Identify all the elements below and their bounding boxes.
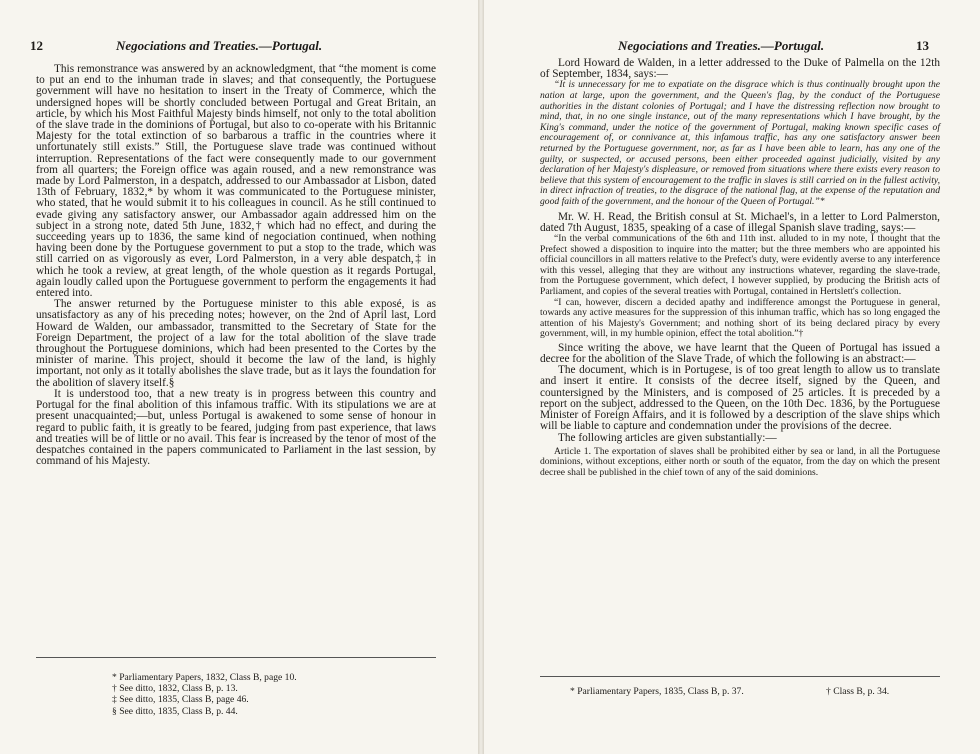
footnote: § See ditto, 1835, Class B, p. 44. xyxy=(112,705,238,717)
footnote-divider xyxy=(36,657,436,658)
footnotes xyxy=(112,672,297,717)
left-page xyxy=(0,0,478,754)
paragraph: The answer returned by the Portuguese minister to this able exposé, is as unsatisfactory as any of his preceding notes; however, on the 2nd of April last, Lord Howard de Walden, our ambassador, transmitted to the Secretary of State for the Foreign Department, the project of a law for the total abolition of the slave trade throughout the Portuguese dominions, which had been presented to the Cortes by the minister of marine. This project, should it become the law of the land, is highly important, not only as it totally abolishes the slave trade, but as it lays the foundation for the abolition of slavery itself.§ xyxy=(36,298,436,389)
right-page-header xyxy=(484,38,980,58)
footnote: † See ditto, 1832, Class B, p. 13. xyxy=(112,683,238,695)
running-head: Negociations and Treaties.—Portugal. xyxy=(116,38,323,53)
page-number: 13 xyxy=(916,38,929,53)
paragraph: The following articles are given substantially:— xyxy=(558,431,777,444)
paragraph: The document, which is in Portugese, is of too great length to allow us to translate and insert it entire. It consists of the decree itself, signed by the Queen, and countersigned by the Ministers, and is composed of 25 articles. It is preceded by a report on the subject, addressed to the Queen, on the 10th Dec. 1836, by the Portuguese Minister of Foreign Affairs, and it is followed by a description of the slave ships which will be liable to capture and condemnation under the provisions of the decree. xyxy=(540,364,940,433)
footnote: † Class B, p. 34. xyxy=(826,686,890,697)
footnote-divider xyxy=(540,676,940,677)
footnote: ‡ See ditto, 1835, Class B, page 46. xyxy=(112,694,249,706)
paragraph: It is understood too, that a new treaty is in progress between this country and Portugal for the final abolition of this infamous traffic. With its stipulations we are at present unacquainted;—but, unless Portugal is awakened to some sense of honour in regard to public faith, it is greatly to be feared, judging from past experience, that laws and treaties will be of little or no avail. This fear is increased by the tenor of most of the despatches contained in the papers communicated to Parliament in the last session, by command of his Majesty. xyxy=(36,387,436,468)
footnote: * Parliamentary Papers, 1835, Class B, p. 37. xyxy=(570,686,744,697)
right-page-body xyxy=(540,58,940,478)
page-number: 12 xyxy=(30,38,43,53)
paragraph: Since writing the above, we have learnt that the Queen of Portugal has issued a decree for the abolition of the Slave Trade, of which the following is an abstract:— xyxy=(540,341,940,366)
running-head: Negociations and Treaties.—Portugal. xyxy=(618,38,825,53)
quotation: “In the verbal communications of the 6th and 11th inst. alluded to in my note, I thought that the Prefect showed a disposition to inquire into the matter; but the three members who are appointed his official councillors in all matters relative to the Prefect's duty, were evidently averse to any interference with this vessel, alleging that they are without any instructions whatever, regarding the slave-trade, from the Portuguese government, which defect, I however supplied, by producing the British acts of Parliament, and copies of the several treaties with Portugal, contained in Hertslett's collection. xyxy=(540,232,940,297)
left-page-header xyxy=(0,38,478,58)
article-text: Article 1. The exportation of slaves shall be prohibited either by sea or land, in all the Portuguese dominions, without exceptions, either north or south of the equator, from the day on which the present decree shall be published in the chief town of any of the said dominions. xyxy=(540,445,940,478)
left-page-body xyxy=(36,64,436,467)
paragraph: This remonstrance was answered by an acknowledgment, that “the moment is come to put an end to the inhuman trade in slaves; and that consequently, the Portuguese government will have no hesitation to insert in the Treaty of Commerce, which the undersigned hopes will be shortly concluded between Portugal and Great Britain, an article, by which his Most Faithful Majesty binds himself, not only to the total abolition of the slave trade in the dominions of Portugal, but also to co-operate with his Britannic Majesty for the total extinction of so barbarous a traffic in the countries where it unfortunately still exists.” Still, the Portuguese slave trade was continued without interruption. Representations of the fact were consequently made to our government from all quarters; the Foreign office was again roused, and a new remonstrance was made by Lord Palmerston, in a despatch, addressed to our Ambassador at Lisbon, dated 13th of February, 1832,* by whom it was communicated to the Portuguese minister, who stated, that he would submit it to his colleagues in council. As he still continued to evade giving any satisfactory answer, our Ambassador again addressed him on the subject in a strong note, dated 5th June, 1832,† which had no effect, and during the succeeding years up to 1836, the same kind of negociation continued, when nothing having been done by the Portuguese government to put a stop to the trade, which was still carried on as vigorously as ever, Lord Palmerston, in a very able despatch,‡ in which he took a review, at great length, of the whole question as it regards Portugal, again loudly called upon the Portuguese government to perform the engagements it had entered into. xyxy=(36,63,436,300)
quotation: “I can, however, discern a decided apathy and indifference amongst the Portuguese in general, towards any active measures for the suppression of this inhuman traffic, which has so long engaged the attention of his Majesty's Government; and nothing short of its being declared piracy by every government, will, in my humble opinion, effect the total abolition.”† xyxy=(540,296,940,340)
paragraph: Mr. W. H. Read, the British consul at St. Michael's, in a letter to Lord Palmerston, dated 7th August, 1835, speaking of a case of illegal Spanish slave trading, says:— xyxy=(540,210,940,234)
right-page xyxy=(484,0,980,754)
paragraph: Lord Howard de Walden, in a letter addressed to the Duke of Palmella on the 12th of September, 1834, says:— xyxy=(540,57,940,81)
footnote: * Parliamentary Papers, 1832, Class B, page 10. xyxy=(112,672,297,683)
quotation: “It is unnecessary for me to expatiate on the disgrace which is thus continually brought upon the nation at large, upon the government, and the Queen's flag, by the conduct of the Portuguese authorities in the distant colonies of Portugal; and I have the distressing reflection now brought to mind, that, in no one single instance, out of the many representations which I have brought, by the King's command, under the notice of the government of Portugal, making known specific cases of encouragement of, or connivance at, this infamous traffic, has any one satisfactory answer been returned by the Portuguese government, nor, as far as I have been able to learn, has any one of the guilty, or suspected, or accused persons, been either proceeded against judicially, visited by any declaration of her Majesty's displeasure, or removed from situations where there exists every reason to believe that this system of encouragement to the traffic in slaves is still carried on in the fullest activity, in direct infraction of treaties, to the disgrace of the national flag, at the expense of the reputation and good faith of the government, and the honour of the Queen of Portugal.”* xyxy=(540,79,940,207)
